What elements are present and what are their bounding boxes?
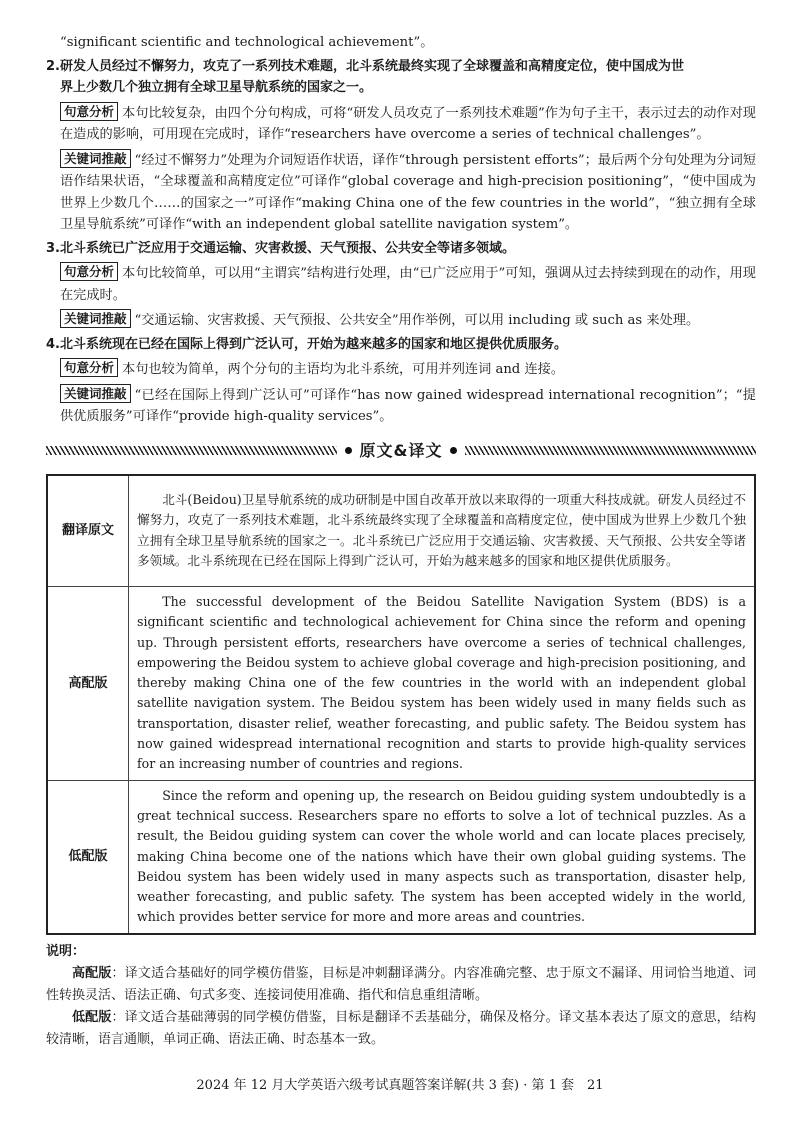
analysis-block (46, 102, 756, 146)
translation-table (46, 474, 756, 935)
keyword-tag: 关键词推敲 (60, 149, 131, 168)
table-row (47, 475, 755, 587)
notes-section (46, 941, 756, 1051)
row-content: 北斗(Beidou)卫星导航系统的成功研制是中国自改革开放以来取得的一项重大科技成就。研发人员经过不懈努力，攻克了一系列技术难题，北斗系统最终实现了全球覆盖和高精度定位，使中国成为世界上少数几个独立拥有全球卫星导航系统的国家之一。北斗系统已广泛应用于交通运输、灾害救援、天气预报、公共安全等诸多领域。北斗系统现在已经在国际上得到广泛认可，开始为越来越多的国家和地区提供优质服务。 (129, 475, 756, 587)
analysis-tag: 句意分析 (60, 102, 118, 121)
bullet-dot-icon (345, 447, 352, 454)
row-content: Since the reform and opening up, the research on Beidou guiding system undoubtedly is a great technical success. Researchers spare no efforts to solve a lot of technical puzzles. As a result, the Beidou guiding system can cover the whole world and can locate places precisely, making China become one of the nations which have their own global guiding systems. The Beidou system has been widely used in many aspects such as transportation, disaster help, weather forecasting, and public safety. The system has been accepted widely in the world, which provides better service for more and more areas and countries. (129, 780, 756, 934)
analysis-text: 本句也较为简单，两个分句的主语均为北斗系统，可用并列连词 and 连接。 (122, 362, 565, 377)
keyword-text: “已经在国际上得到广泛认可”可译作“has now gained widespread international recognition”；“提供优质服务”可译作“provide high-quality services”。 (60, 387, 756, 424)
keyword-tag: 关键词推敲 (60, 309, 131, 328)
continuation-text: “significant scientific and technological achievement”。 (60, 35, 434, 50)
table-row (47, 587, 755, 781)
hatch-divider-right (465, 446, 756, 455)
analysis-block (46, 358, 756, 381)
page-content (46, 32, 756, 1051)
bullet-dot-icon (450, 447, 457, 454)
analysis-text: 本句比较简单，可以用“主谓宾”结构进行处理，由“已广泛应用于”可知，强调从过去持续到现在的动作，用现在完成时。 (60, 266, 756, 303)
analysis-tag: 句意分析 (60, 358, 118, 377)
note-low (46, 1007, 756, 1051)
question-sentence: 2.研发人员经过不懈努力，攻克了一系列技术难题，北斗系统最终实现了全球覆盖和高精度定位，使中国成为世 界上少数几个独立拥有全球卫星导航系统的国家之一。 (46, 56, 756, 99)
section-title: 原文&译文 (359, 440, 443, 460)
note-high (46, 963, 756, 1007)
analysis-block (46, 262, 756, 306)
row-content: The successful development of the Beidou Satellite Navigation System (BDS) is a significant scientific and technological achievement for China since the reform and opening up. Through persistent efforts, researchers have overcome a series of technical challenges, empowering the Beidou system to achieve global coverage and high-precision positioning, and thereby making China one of the few countries in the world with an independent global satellite navigation system. The Beidou system has been widely used in many fields such as transportation, disaster relief, weather forecasting, and public safety. The Beidou system has now gained widespread international recognition and starts to provide high-quality services for an increasing number of countries and regions. (129, 587, 756, 781)
page-footer: 2024 年 12 月大学英语六级考试真题答案详解(共 3 套) · 第 1 套 21 (196, 1078, 604, 1093)
question-item-2 (46, 56, 756, 236)
row-label: 翻译原文 (47, 475, 129, 587)
row-label: 低配版 (47, 780, 129, 934)
note-high-text: ：译文适合基础好的同学模仿借鉴，目标是冲刺翻译满分。内容准确完整、忠于原文不漏译、用词恰当地道、词性转换灵活、语法正确、句式多变、连接词使用准确、指代和信息重组清晰。 (46, 965, 756, 1003)
analysis-text: 本句比较复杂，由四个分句构成，可将“研发人员攻克了一系列技术难题”作为句子主干，表示过去的动作对现在造成的影响，可用现在完成时，译作“researchers have overcome a series of technical challenges”。 (60, 105, 756, 142)
keyword-text: “交通运输、灾害救援、天气预报、公共安全”用作举例，可以用 including 或 such as 来处理。 (134, 313, 700, 328)
question-item-3 (46, 238, 756, 332)
question-sentence: 3.北斗系统已广泛应用于交通运输、灾害救援、天气预报、公共安全等诸多领域。 (46, 238, 756, 260)
question-number: 4. (46, 336, 60, 352)
question-item-4 (46, 334, 756, 428)
row-label: 高配版 (47, 587, 129, 781)
keyword-tag: 关键词推敲 (60, 384, 131, 403)
question-sentence: 4.北斗系统现在已经在国际上得到广泛认可，开始为越来越多的国家和地区提供优质服务。 (46, 334, 756, 356)
analysis-tag: 句意分析 (60, 262, 118, 281)
question-number: 3. (46, 240, 60, 256)
notes-heading: 说明： (46, 943, 86, 959)
keyword-block (46, 384, 756, 428)
keyword-block (46, 149, 756, 236)
keyword-block (46, 309, 756, 332)
note-low-text: ：译文适合基础薄弱的同学模仿借鉴，目标是翻译不丢基础分，确保及格分。译文基本表达了原文的意思，结构较清晰，语言通顺，单词正确、语法正确、时态基本一致。 (46, 1009, 756, 1047)
section-header (46, 440, 756, 462)
note-high-label: 高配版 (72, 965, 112, 981)
table-row (47, 780, 755, 934)
question-number: 2. (46, 58, 60, 74)
keyword-text: “经过不懈努力”处理为介词短语作状语，译作“through persistent efforts”；最后两个分句处理为分词短语作结果状语，“全球覆盖和高精度定位”可译作“global coverage and high-precision positioning”，“使中国成为世界上少数几个……的国家之一”可译作“making China one of the few countries in the world”，“独立拥有全球卫星导航系统”可译作“with an independent global satellite navigation system”。 (60, 152, 757, 232)
hatch-divider-left (46, 446, 337, 455)
note-low-label: 低配版 (72, 1009, 112, 1025)
